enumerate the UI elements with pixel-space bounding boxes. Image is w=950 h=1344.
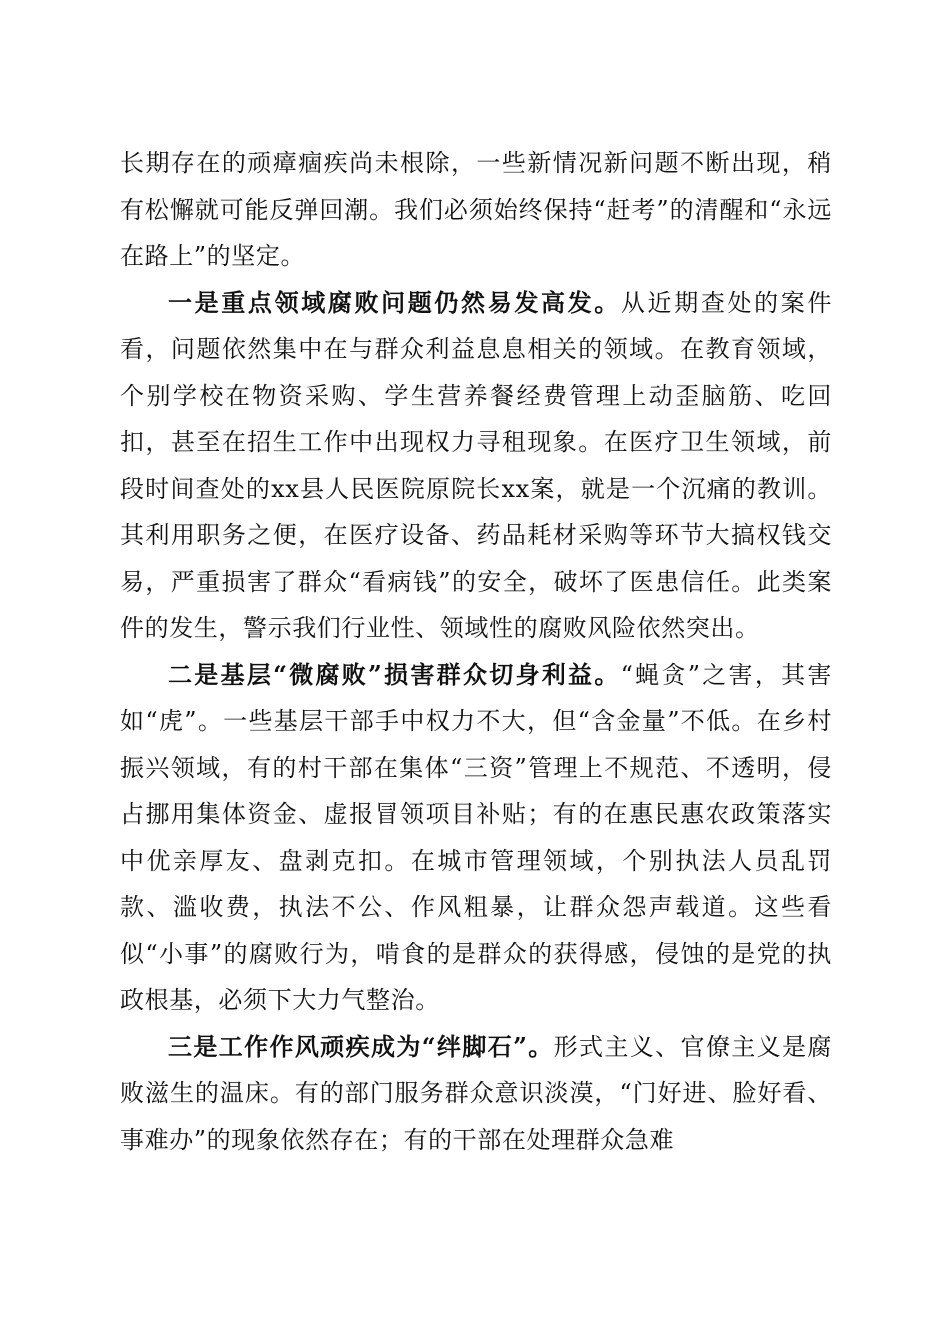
document-body [120, 140, 832, 1163]
paragraph-3-lead: 二是基层“微腐败”损害群众切身利益。 [168, 659, 621, 689]
paragraph-4-text: 形式主义、官僚主义是腐败滋生的温床。有的部门服务群众意识淡漠，“门好进、脸好看、事难办”的现象依然存在；有的干部在处理群众急难 [120, 1032, 832, 1154]
paragraph-2-lead: 一是重点领域腐败问题仍然易发高发。 [168, 287, 621, 317]
paragraph-grassroots [120, 652, 832, 1024]
paragraph-2-text: 从近期查处的案件看，问题依然集中在与群众利益息息相关的领域。在教育领域，个别学校在物资采购、学生营养餐经费管理上动歪脑筋、吃回扣，甚至在招生工作中出现权力寻租现象。在医疗卫生领域，前段时间查处的xx县人民医院原院长xx案，就是一个沉痛的教训。其利用职务之便，在医疗设备、药品耗材采购等环节大搞权钱交易，严重损害了群众“看病钱”的安全，破坏了医患信任。此类案件的发生，警示我们行业性、领域性的腐败风险依然突出。 [120, 288, 832, 642]
paragraph-continuation [120, 140, 832, 280]
paragraph-1-text: 长期存在的顽瘴痼疾尚未根除，一些新情况新问题不断出现，稍有松懈就可能反弹回潮。我们必须始终保持“赶考”的清醒和“永远在路上”的坚定。 [120, 149, 832, 270]
paragraph-key-areas [120, 280, 832, 652]
paragraph-4-lead: 三是工作作风顽疾成为“绊脚石”。 [168, 1031, 554, 1061]
paragraph-work-style [120, 1024, 832, 1164]
paragraph-3-text: “蝇贪”之害，其害如“虎”。一些基层干部手中权力不大，但“含金量”不低。在乡村振兴领域，有的村干部在集体“三资”管理上不规范、不透明，侵占挪用集体资金、虚报冒领项目补贴；有的在惠民惠农政策落实中优亲厚友、盘剥克扣。在城市管理领域，个别执法人员乱罚款、滥收费，执法不公、作风粗暴，让群众怨声载道。这些看似“小事”的腐败行为，啃食的是群众的获得感，侵蚀的是党的执政根基，必须下大力气整治。 [120, 660, 832, 1014]
